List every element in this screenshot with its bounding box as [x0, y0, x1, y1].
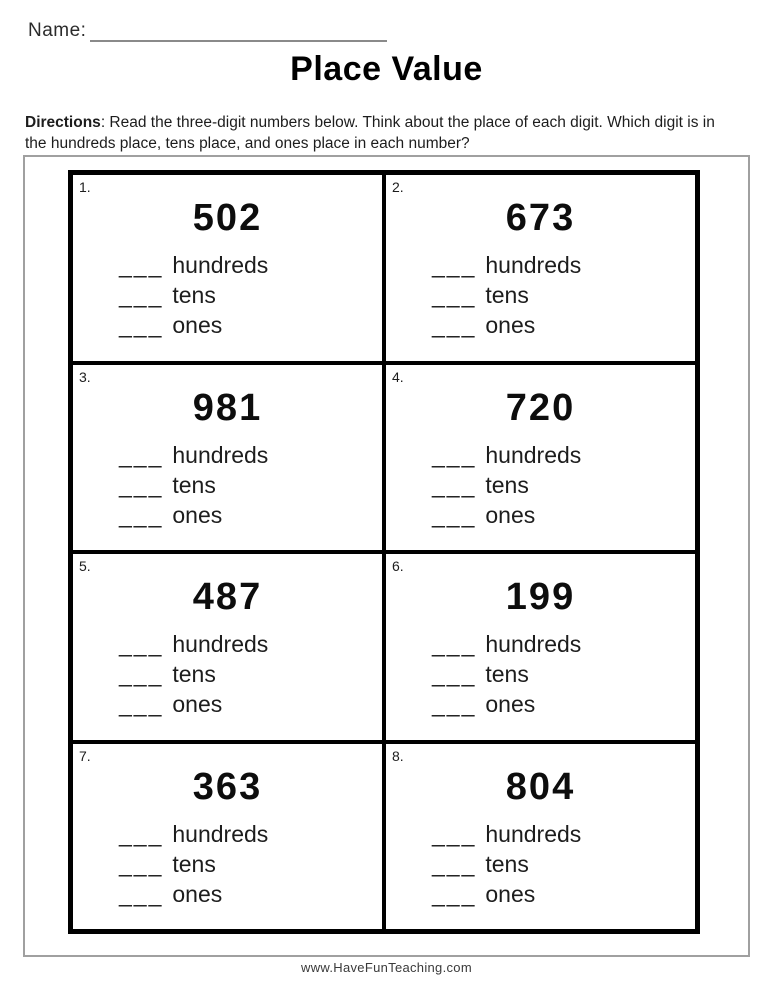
answer-blank-ones[interactable]: ___	[119, 880, 164, 907]
answer-row-ones	[432, 689, 695, 719]
problem-cell-6	[386, 554, 695, 740]
problem-index: 3.	[79, 368, 91, 385]
answer-blank-tens[interactable]: ___	[119, 661, 164, 687]
answer-blank-ones[interactable]: ___	[432, 312, 477, 338]
answer-row-ones	[119, 500, 382, 530]
answer-row-hundreds	[432, 629, 695, 659]
problem-cell-7	[73, 744, 382, 930]
answer-row-hundreds	[119, 440, 382, 470]
answer-blank-tens[interactable]: ___	[119, 282, 164, 308]
answer-lines	[432, 440, 695, 530]
problem-value: 199	[505, 576, 576, 618]
answer-lines	[119, 819, 382, 909]
answer-row-tens	[432, 470, 695, 500]
answer-blank-hundreds[interactable]: ___	[119, 441, 164, 468]
place-label-tens: tens	[172, 471, 216, 498]
answer-blank-ones[interactable]: ___	[432, 691, 477, 717]
footer-url: www.HaveFunTeaching.com	[301, 960, 472, 975]
problem-value: 720	[505, 386, 576, 429]
answer-blank-hundreds[interactable]: ___	[432, 441, 477, 468]
page-title: Place Value	[290, 50, 483, 88]
problem-cell-4	[386, 365, 695, 551]
answer-row-ones	[119, 310, 382, 340]
problem-value: 673	[505, 197, 576, 239]
problem-cell-2	[386, 175, 695, 361]
problems-grid	[68, 170, 700, 934]
problem-index: 1.	[79, 179, 91, 195]
place-label-hundreds: hundreds	[172, 252, 269, 278]
problem-index: 6.	[392, 558, 404, 574]
answer-blank-ones[interactable]: ___	[119, 312, 164, 338]
answer-row-tens	[119, 659, 382, 689]
place-label-ones: ones	[172, 691, 223, 717]
answer-blank-ones[interactable]: ___	[432, 501, 477, 528]
place-label-hundreds: hundreds	[485, 631, 582, 657]
name-fill-in-line[interactable]	[90, 40, 387, 42]
answer-row-tens	[119, 849, 382, 879]
answer-row-ones	[119, 689, 382, 719]
answer-blank-tens[interactable]: ___	[432, 471, 477, 498]
place-label-hundreds: hundreds	[485, 252, 582, 278]
place-label-hundreds: hundreds	[485, 820, 582, 847]
answer-row-ones	[432, 879, 695, 909]
place-label-tens: tens	[485, 661, 529, 687]
answer-blank-ones[interactable]: ___	[119, 691, 164, 717]
place-label-hundreds: hundreds	[485, 441, 582, 468]
place-label-hundreds: hundreds	[172, 441, 269, 468]
place-label-tens: tens	[485, 471, 529, 498]
answer-lines	[432, 629, 695, 719]
directions	[25, 112, 731, 154]
answer-row-hundreds	[119, 629, 382, 659]
problem-index: 8.	[392, 747, 404, 764]
answer-blank-ones[interactable]: ___	[119, 501, 164, 528]
problem-value: 981	[192, 386, 263, 429]
place-label-ones: ones	[485, 691, 536, 717]
answer-blank-tens[interactable]: ___	[119, 850, 164, 877]
problem-value: 804	[505, 765, 576, 808]
answer-blank-tens[interactable]: ___	[119, 471, 164, 498]
place-label-hundreds: hundreds	[172, 631, 269, 657]
problem-cell-1	[73, 175, 382, 361]
answer-blank-hundreds[interactable]: ___	[432, 252, 477, 278]
answer-blank-ones[interactable]: ___	[432, 880, 477, 907]
problem-index: 5.	[79, 558, 91, 574]
answer-row-ones	[432, 310, 695, 340]
problem-cell-8	[386, 744, 695, 930]
place-label-ones: ones	[485, 501, 536, 528]
answer-lines	[432, 819, 695, 909]
answer-blank-hundreds[interactable]: ___	[119, 631, 164, 657]
problem-cell-5	[73, 554, 382, 740]
problem-index: 7.	[79, 747, 91, 764]
problem-index: 4.	[392, 368, 404, 385]
answer-row-tens	[432, 280, 695, 310]
answer-row-hundreds	[432, 440, 695, 470]
place-label-ones: ones	[172, 312, 223, 338]
answer-row-tens	[432, 849, 695, 879]
answer-blank-tens[interactable]: ___	[432, 850, 477, 877]
place-label-ones: ones	[485, 880, 536, 907]
answer-row-hundreds	[119, 250, 382, 280]
answer-blank-hundreds[interactable]: ___	[432, 631, 477, 657]
answer-blank-tens[interactable]: ___	[432, 282, 477, 308]
problem-index: 2.	[392, 179, 404, 195]
place-label-tens: tens	[485, 282, 529, 308]
answer-row-tens	[432, 659, 695, 689]
place-label-tens: tens	[172, 661, 216, 687]
place-label-ones: ones	[172, 501, 223, 528]
answer-blank-tens[interactable]: ___	[432, 661, 477, 687]
answer-row-hundreds	[432, 819, 695, 849]
place-label-hundreds: hundreds	[172, 820, 269, 847]
place-label-ones: ones	[485, 312, 536, 338]
problem-value: 363	[192, 765, 263, 808]
problem-cell-3	[73, 365, 382, 551]
problem-value: 502	[192, 197, 263, 239]
answer-lines	[119, 250, 382, 340]
answer-blank-hundreds[interactable]: ___	[119, 252, 164, 278]
directions-text: : Read the three-digit numbers below. Think about the place of each digit. Which digit is in the hundreds place, tens place, and ones place in each number?	[25, 114, 715, 152]
answer-row-hundreds	[432, 250, 695, 280]
answer-blank-hundreds[interactable]: ___	[432, 820, 477, 847]
answer-row-ones	[119, 879, 382, 909]
answer-row-tens	[119, 280, 382, 310]
answer-lines	[432, 250, 695, 340]
answer-row-tens	[119, 470, 382, 500]
answer-row-ones	[432, 500, 695, 530]
directions-label: Directions	[25, 114, 101, 131]
place-label-tens: tens	[485, 850, 529, 877]
answer-blank-hundreds[interactable]: ___	[119, 820, 164, 847]
place-label-tens: tens	[172, 850, 216, 877]
name-label: Name:	[28, 20, 87, 41]
place-label-tens: tens	[172, 282, 216, 308]
place-label-ones: ones	[172, 880, 223, 907]
answer-lines	[119, 629, 382, 719]
answer-row-hundreds	[119, 819, 382, 849]
problem-value: 487	[192, 576, 263, 618]
answer-lines	[119, 440, 382, 530]
